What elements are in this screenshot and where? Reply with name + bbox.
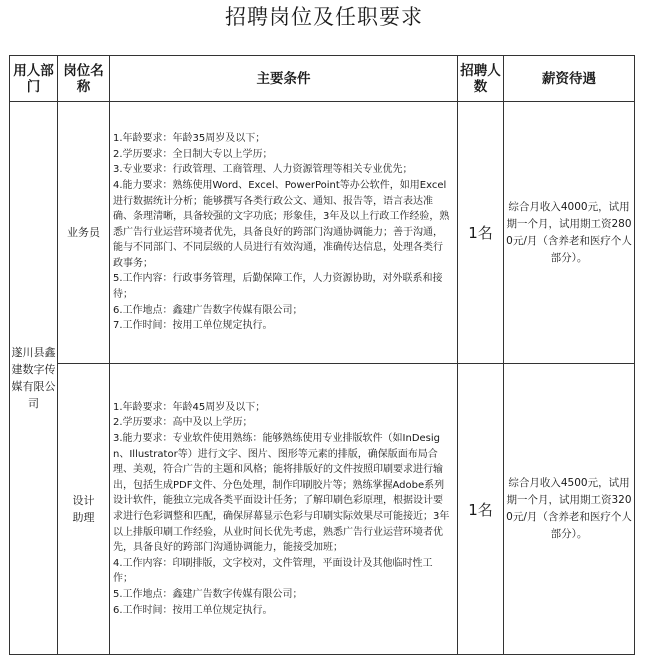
condition-line: 5.工作地点：鑫建广告数字传媒有限公司； <box>113 588 303 600</box>
header-position: 岗位名称 <box>58 56 110 102</box>
salary-cell: 综合月收入4000元，试用期一个月，试用期工资2800元/月（含养老和医疗个人部分）。 <box>504 102 635 364</box>
condition-line: 3.能力要求：专业软件使用熟练：能够熟练使用专业排版软件（如InDesign、Illustrator等）进行文字、图片、图形等元素的排版，确保版面布局合理、美观，符合广告的主题和风格；能将排版好的文件按照印刷要求进行输出，包括生成PDF文件、分色处理，制作印刷胶片等；熟练掌握Adobe系列设计软件，能独立完成各类平面设计任务；了解印刷色彩原理，根据设计要求进行色彩调整和匹配，确保屏幕显示色彩与印刷实际效果尽可能接近；3年以上排版印刷工作经验，从业时间长优先考虑，熟悉广告行业运营环境者优先，具备良好的跨部门沟通协调能力，能接受加班； <box>113 433 450 554</box>
position-cell <box>58 364 110 655</box>
condition-line: 2.学历要求：全日制大专以上学历； <box>113 148 273 160</box>
header-company: 用人部门 <box>10 56 58 102</box>
condition-line: 4.工作内容：印刷排版，文字校对，文件管理，平面设计及其他临时性工作； <box>113 557 433 585</box>
header-salary: 薪资待遇 <box>504 56 635 102</box>
condition-line: 1.年龄要求：年龄35周岁及以下； <box>113 133 266 145</box>
condition-line: 4.能力要求：熟练使用Word、Excel、PowerPoint等办公软件，如用Excel进行数据统计分析；能够撰写各类行政公文、通知、报告等，语言表达准确、条理清晰，具备较强的文字功底；形象佳，3年及以上行政工作经验，熟悉广告行业运营环境者优先，具备良好的跨部门沟通协调能力；善于沟通，能与不同部门、不同层级的人员进行有效沟通，准确传达信息，处理各类行政事务； <box>113 179 450 269</box>
condition-line: 2.学历要求：高中及以上学历； <box>113 417 253 429</box>
header-count: 招聘人数 <box>458 56 504 102</box>
conditions-cell <box>110 364 458 655</box>
condition-line: 3.专业要求：行政管理、工商管理、人力资源管理等相关专业优先； <box>113 164 413 176</box>
table-header-row <box>10 56 635 102</box>
condition-line: 7.工作时间：按用工单位规定执行。 <box>113 320 273 332</box>
condition-line: 6.工作地点：鑫建广告数字传媒有限公司； <box>113 304 303 316</box>
table-row <box>10 102 635 364</box>
count-cell: 1名 <box>458 102 504 364</box>
table-row <box>10 364 635 655</box>
salary-cell: 综合月收入4500元，试用期一个月，试用期工资3200元/月（含养老和医疗个人部分）。 <box>504 364 635 655</box>
header-conditions: 主要条件 <box>110 56 458 102</box>
position-cell: 业务员 <box>58 102 110 364</box>
company-cell: 遂川县鑫建数字传媒有限公司 <box>10 102 58 655</box>
condition-line: 5.工作内容：行政事务管理，后勤保障工作，人力资源协助，对外联系和接待； <box>113 273 443 301</box>
condition-line: 6.工作时间：按用工单位规定执行。 <box>113 604 273 616</box>
page-title: 招聘岗位及任职要求 <box>225 5 423 29</box>
position-label: 设计助理 <box>72 494 95 524</box>
condition-line: 1.年龄要求：年龄45周岁及以下； <box>113 401 266 413</box>
count-cell: 1名 <box>458 364 504 655</box>
conditions-cell <box>110 102 458 364</box>
job-requirements-table <box>9 55 635 655</box>
